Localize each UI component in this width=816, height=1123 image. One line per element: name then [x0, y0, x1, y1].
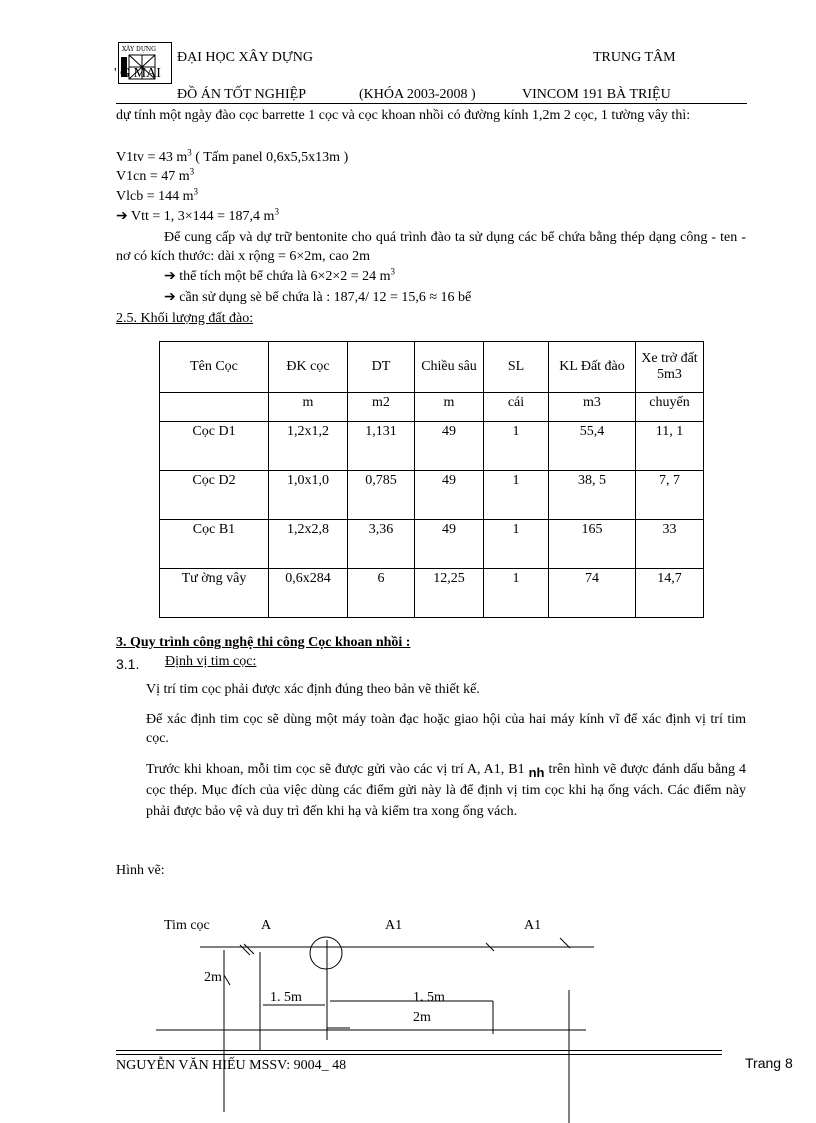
school-name: ĐẠI HỌC XÂY DỰNG: [177, 50, 313, 65]
table-cell: 11, 1: [636, 422, 704, 471]
label-2m-mid: 2m: [413, 1010, 431, 1025]
label-2m-left: 2m: [204, 970, 222, 985]
header-cell: ĐK cọc: [269, 342, 348, 393]
course-label: (KHÓA 2003-2008 ): [359, 87, 476, 102]
project-label: ĐỒ ÁN TỐT NGHIỆP: [177, 87, 306, 102]
table-row: [160, 471, 704, 520]
label-1-5m-left: 1. 5m: [270, 990, 302, 1005]
header-cell: Chiều sâu: [415, 342, 484, 393]
s31-p3-end: trên hình vẽ được đánh dấu bằng 4 cọc thép. Mục đích của việc dùng các điểm gửi này là để định vị tim cọc khi hạ ống vách. Các điểm này phải được bảo vệ và duy trì đến khi hạ và kiểm tra xong ống vách.: [146, 762, 747, 819]
v1tv-exp: 3: [187, 147, 192, 158]
table-cell: 1: [484, 569, 549, 618]
table-cell: 7, 7: [636, 471, 704, 520]
intro-paragraph: dự tính một ngày đào cọc barrette 1 cọc và cọc khoan nhồi có đường kính 1,2m 2 cọc, 1 tường vây thì:: [116, 108, 691, 123]
unit-cell: [160, 393, 269, 422]
s31-p3-nh: nh: [528, 765, 545, 780]
school-name-line2: ' G MẠI: [114, 66, 161, 81]
section-2-5-heading: 2.5. Khối lượng đất đào:: [116, 311, 254, 326]
table-cell: 1,2x1,2: [269, 422, 348, 471]
s31-p3-start: Trước khi khoan, mỗi tim cọc sẽ được gửi vào các vị trí A, A1, B1: [146, 762, 525, 777]
label-a: A: [261, 918, 272, 933]
vtt-text: ➔ Vtt = 1, 3×144 = 187,4 m: [116, 209, 275, 224]
table-cell: 49: [415, 422, 484, 471]
table-cell: 165: [549, 520, 636, 569]
vtt-exp: 3: [274, 206, 279, 217]
table-cell: 49: [415, 471, 484, 520]
v1tv-line: [116, 148, 746, 167]
table-header-row: [160, 342, 704, 393]
soil-volume-table: [159, 341, 704, 618]
header-divider: [116, 103, 747, 104]
table-cell: 1,0x1,0: [269, 471, 348, 520]
section-3-heading: 3. Quy trình công nghệ thi công Cọc khoan nhồi :: [116, 635, 411, 650]
footer-divider-2: [116, 1054, 722, 1055]
unit-cell: chuyến: [636, 393, 704, 422]
vlcb-exp: 3: [193, 186, 198, 197]
page-number: Trang 8: [745, 1055, 793, 1071]
header-cell: SL: [484, 342, 549, 393]
table-cell: 14,7: [636, 569, 704, 618]
label-a1-left: A1: [385, 918, 403, 933]
table-cell: 6: [348, 569, 415, 618]
figure-label: Hình vẽ:: [116, 863, 165, 878]
unit-cell: m: [269, 393, 348, 422]
label-a1-right: A1: [524, 918, 542, 933]
center-label: TRUNG TÂM: [593, 50, 676, 65]
vlcb-line: [116, 187, 746, 206]
s31-paragraph-3: [146, 758, 746, 822]
table-cell: 12,25: [415, 569, 484, 618]
tank-count-line: ➔ cần sử dụng sè bể chứa là : 187,4/ 12 = 15,6 ≈ 16 bể: [164, 290, 472, 305]
header-cell: DT: [348, 342, 415, 393]
table-cell: 38, 5: [549, 471, 636, 520]
table-cell: 33: [636, 520, 704, 569]
unit-cell: m3: [549, 393, 636, 422]
bentonite-paragraph: Để cung cấp và dự trữ bentonite cho quá trình đào ta sử dụng các bể chứa bằng thép dạng công - ten - nơ có kích thước: dài x rộng = 6×2m, cao 2m: [116, 230, 746, 264]
site-label: VINCOM 191 BÀ TRIỆU: [522, 87, 671, 102]
tank-volume-text: ➔ thể tích một bể chứa là 6×2×2 = 24 m: [164, 269, 391, 284]
table-cell: 0,6x284: [269, 569, 348, 618]
table-cell: Cọc B1: [160, 520, 269, 569]
s31-paragraph-2: Để xác định tim cọc sẽ dùng một máy toàn đạc hoặc giao hội của hai máy kính vĩ để xác định vị trí tim cọc.: [146, 712, 746, 746]
table-cell: Tư ờng vây: [160, 569, 269, 618]
table-cell: 1,131: [348, 422, 415, 471]
header-cell: Xe trở đất 5m3: [636, 342, 704, 393]
footer-divider: [116, 1050, 722, 1051]
unit-cell: cái: [484, 393, 549, 422]
unit-cell: m2: [348, 393, 415, 422]
label-1-5m-right: 1. 5m: [413, 990, 445, 1005]
table-cell: 3,36: [348, 520, 415, 569]
table-cell: Cọc D1: [160, 422, 269, 471]
table-row: [160, 520, 704, 569]
v1tv-tail: ( Tấm panel 0,6x5,5x13m ): [191, 150, 349, 165]
label-tim-coc: Tim cọc: [164, 918, 210, 933]
logo-text: XÂY DỰNG: [122, 46, 156, 53]
unit-cell: m: [415, 393, 484, 422]
table-cell: 49: [415, 520, 484, 569]
pile-center-diagram: [0, 900, 816, 1123]
table-cell: 55,4: [549, 422, 636, 471]
table-cell: 74: [549, 569, 636, 618]
header-cell: KL Đất đào: [549, 342, 636, 393]
tank-volume-line: [164, 268, 395, 285]
header-cell: Tên Cọc: [160, 342, 269, 393]
section-3-1-number: 3.1.: [116, 656, 140, 672]
footer-author: NGUYỄN VĂN HIẾU MSSV: 9004_ 48: [116, 1058, 347, 1073]
table-cell: 1: [484, 520, 549, 569]
table-units-row: [160, 393, 704, 422]
table-cell: 0,785: [348, 471, 415, 520]
vlcb-text: Vlcb = 144 m: [116, 189, 194, 204]
v1cn-exp: 3: [189, 166, 195, 177]
table-cell: 1,2x2,8: [269, 520, 348, 569]
section-3-1-heading: Định vị tim cọc:: [165, 654, 257, 669]
v1cn-line: [116, 167, 746, 186]
tank-volume-exp: 3: [390, 266, 396, 277]
table-cell: Cọc D2: [160, 471, 269, 520]
vtt-line: [116, 207, 746, 226]
v1cn-text: V1cn = 47 m: [116, 169, 190, 184]
v1tv-text: V1tv = 43 m: [116, 150, 188, 165]
table-cell: 1: [484, 422, 549, 471]
table-row: [160, 569, 704, 618]
table-cell: 1: [484, 471, 549, 520]
table-row: [160, 422, 704, 471]
s31-paragraph-1: Vị trí tim cọc phải được xác định đúng theo bản vẽ thiết kế.: [146, 682, 480, 697]
